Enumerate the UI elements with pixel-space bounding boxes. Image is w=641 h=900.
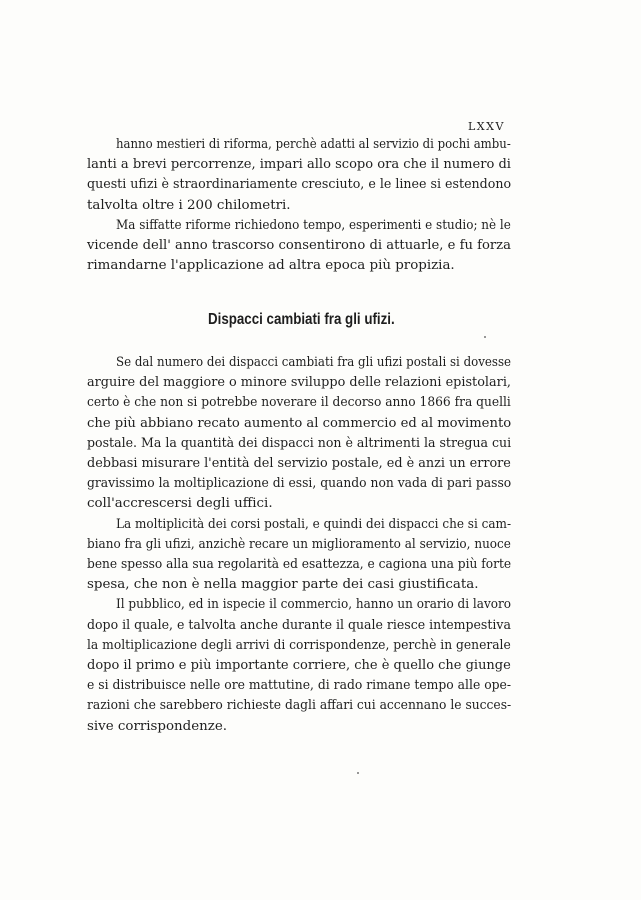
section-heading: Dispacci cambiati fra gli ufizi. [208, 311, 395, 328]
text-line: rimandarne l'applicazione ad altra epoca più propizia. [87, 258, 455, 274]
text-line: arguire del maggiore o minore sviluppo delle relazioni epistolari, [87, 375, 512, 391]
text-line: questi ufizi è straordinariamente cresciuto, e le linee si estendono [87, 177, 512, 193]
text-line: la moltiplicazione degli arrivi di corrispondenze, perchè in generale [87, 637, 511, 653]
text-line: spesa, che non è nella maggior parte dei casi giustificata. [87, 577, 479, 593]
text-line: vicende dell' anno trascorso consentirono di attuarle, e fu forza [87, 238, 511, 253]
page-number: LXXV [468, 120, 505, 133]
text-line: Se dal numero dei dispacci cambiati fra gli ufizi postali si dovesse [116, 355, 512, 370]
text-line: postale. Ma la quantità dei dispacci non è altrimenti la stregua cui [87, 435, 512, 451]
text-line: razioni che sarebbero richieste dagli affari cui accennano le succes- [87, 698, 512, 714]
text-line: sive corrispondenze. [87, 718, 228, 734]
text-line: che più abbiano recato aumento al commercio ed al movimento [87, 415, 512, 431]
text-line: gravissimo la moltiplicazione di essi, quando non vada di pari passo [87, 476, 512, 492]
text-line: e si distribuisce nelle ore mattutine, di rado rimane tempo alle ope- [87, 678, 512, 694]
text-line: debbasi misurare l'entità del servizio postale, ed è anzi un errore [87, 456, 511, 471]
text-line: dopo il primo e più importante corriere, che è quello che giunge [87, 658, 511, 673]
text-line: coll'accrescersi degli uffici. [87, 496, 273, 512]
text-line: certo è che non si potrebbe noverare il decorso anno 1866 fra quelli [87, 395, 511, 411]
text-line: dopo il quale, e talvolta anche durante il quale riesce intempestiva [87, 617, 511, 633]
text-line: lanti a brevi percorrenze, impari allo scopo ora che il numero di [87, 157, 511, 173]
text-line: Ma siffatte riforme richiedono tempo, esperimenti e studio; nè le [116, 217, 511, 233]
speck [357, 772, 359, 774]
text-line: La moltiplicità dei corsi postali, e quindi dei dispacci che si cam- [116, 516, 512, 532]
text-line: hanno mestieri di riforma, perchè adatti al servizio di pochi ambu- [116, 137, 511, 152]
text-line: bene spesso alla sua regolarità ed esattezza, e cagiona una più forte [87, 557, 512, 572]
speck [484, 336, 486, 338]
text-line: biano fra gli ufizi, anzichè recare un miglioramento al servizio, nuoce [87, 536, 511, 552]
text-line: talvolta oltre i 200 chilometri. [87, 197, 291, 213]
text-line: Il pubblico, ed in ispecie il commercio, hanno un orario di lavoro [116, 597, 512, 613]
